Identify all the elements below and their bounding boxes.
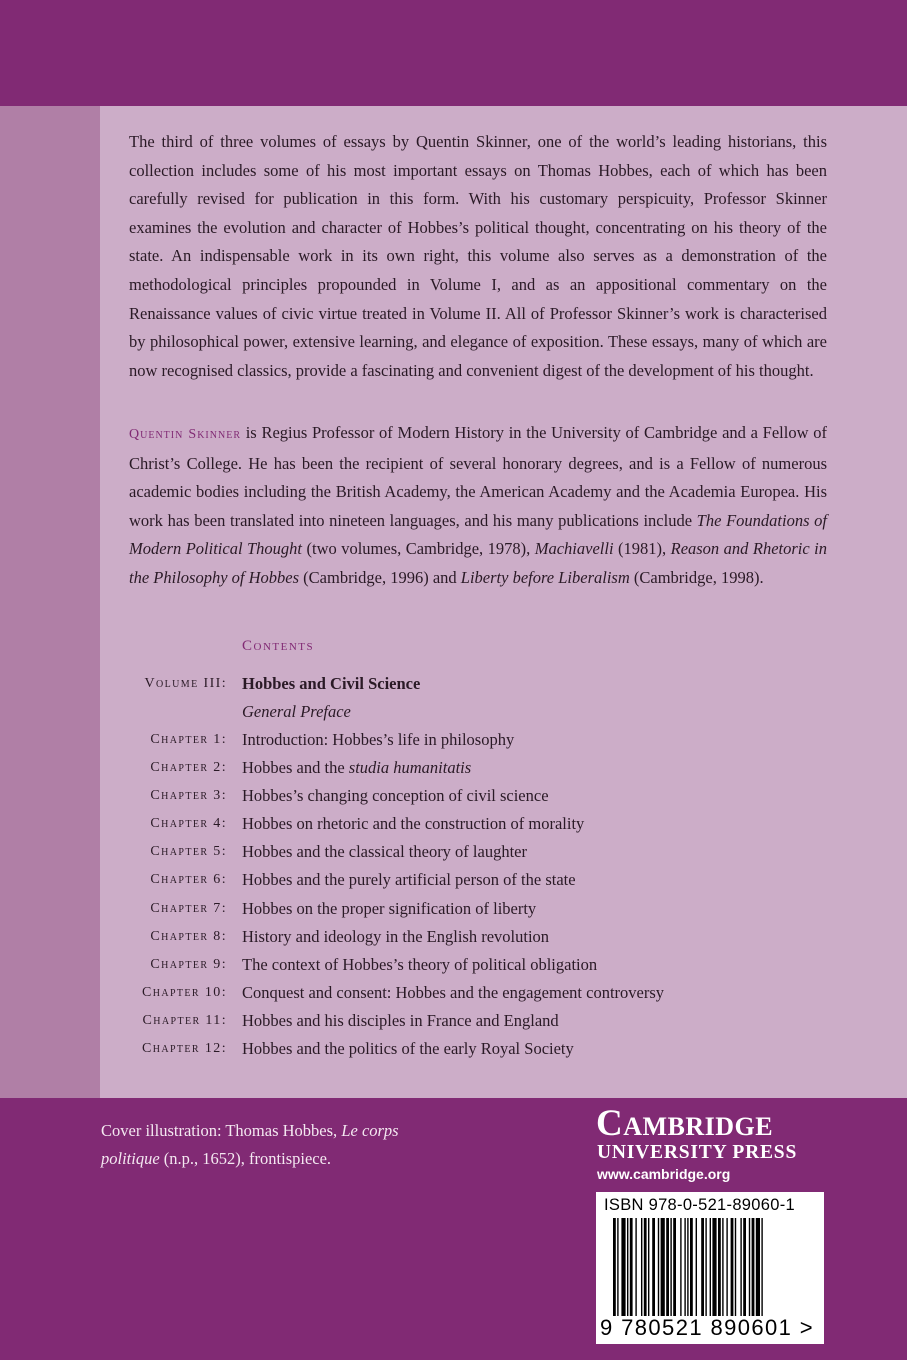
chapter-title: Hobbes and his disciples in France and England bbox=[242, 1011, 559, 1030]
toc-row bbox=[0, 838, 907, 866]
chapter-label: Chapter 5: bbox=[150, 844, 227, 859]
chapter-title: History and ideology in the English revolution bbox=[242, 927, 550, 946]
publisher-press: UNIVERSITY PRESS bbox=[597, 1142, 798, 1163]
chapter-title: Hobbes and the purely artificial person of the state bbox=[242, 870, 576, 889]
chapter-title: Hobbes’s changing conception of civil science bbox=[242, 786, 549, 805]
chapter-title: Hobbes and the studia humanitatis bbox=[242, 758, 472, 777]
author-name: Quentin Skinner bbox=[129, 427, 241, 442]
toc-row bbox=[0, 866, 907, 894]
volume-label: Volume III: bbox=[144, 676, 227, 691]
toc-row bbox=[0, 923, 907, 951]
toc-row bbox=[0, 895, 907, 923]
toc-row bbox=[0, 1035, 907, 1063]
chapter-label: Chapter 10: bbox=[141, 985, 227, 1000]
chapter-title: Hobbes and the politics of the early Royal Society bbox=[242, 1039, 574, 1058]
general-preface: General Preface bbox=[242, 702, 351, 721]
chapter-title: The context of Hobbes’s theory of political obligation bbox=[242, 955, 598, 974]
chapter-label: Chapter 12: bbox=[141, 1041, 227, 1056]
chapter-label: Chapter 9: bbox=[150, 957, 227, 972]
contents-heading: Contents bbox=[242, 638, 315, 654]
cover-credit: Cover illustration: Thomas Hobbes, Le corps politique (n.p., 1652), frontispiece. bbox=[101, 1121, 399, 1168]
author-bio: Quentin Skinner is Regius Professor of Modern History in the University of Cambridge and a Fellow of Christ’s College. He has been the recipient of several honorary degrees, and is a Fellow of numerous academic bodies including the British Academy, the American Academy and the Academia Europea. His work has been translated into nineteen languages, and his many publications include The Foundations of Modern Political Thought (two volumes, Cambridge, 1978), Machiavelli (1981), Reason and Rhetoric in the Philosophy of Hobbes (Cambridge, 1996) and Liberty before Liberalism (Cambridge, 1998). bbox=[129, 423, 827, 587]
toc-row bbox=[0, 782, 907, 810]
chapter-label: Chapter 8: bbox=[150, 929, 227, 944]
toc-row bbox=[0, 810, 907, 838]
toc-row bbox=[0, 979, 907, 1007]
publisher-name: Cambridge bbox=[596, 1103, 774, 1144]
chapter-title: Introduction: Hobbes’s life in philosophy bbox=[242, 730, 515, 749]
chapter-label: Chapter 7: bbox=[150, 901, 227, 916]
chapter-title: Hobbes and the classical theory of laughter bbox=[242, 842, 527, 861]
toc-preface-row bbox=[0, 698, 907, 726]
barcode-icon bbox=[613, 1218, 809, 1316]
chapter-label: Chapter 1: bbox=[150, 732, 227, 747]
toc-row bbox=[0, 951, 907, 979]
toc-volume-row bbox=[0, 670, 907, 698]
chapter-label: Chapter 11: bbox=[142, 1013, 227, 1028]
chapter-title: Hobbes on the proper signification of liberty bbox=[242, 899, 537, 918]
toc-row bbox=[0, 726, 907, 754]
toc-row bbox=[0, 1007, 907, 1035]
chapter-title: Conquest and consent: Hobbes and the engagement controversy bbox=[242, 983, 665, 1002]
publisher-url[interactable]: www.cambridge.org bbox=[597, 1166, 731, 1182]
book-blurb: The third of three volumes of essays by Quentin Skinner, one of the world’s leading historians, this collection includes some of his most important essays on Thomas Hobbes, each of which has been carefully revised for publication in this form. With his customary perspicuity, Professor Skinner examines the evolution and character of Hobbes’s political thought, concentrating on his theory of the state. An indispensable work in its own right, this volume also serves as a demonstration of the methodological principles propounded in Volume I, and as an appositional commentary on the Renaissance values of civic virtue treated in Volume II. All of Professor Skinner’s work is characterised by philosophical power, extensive learning, and elegance of exposition. These essays, many of which are now recognised classics, provide a fascinating and convenient digest of the development of his thought. bbox=[129, 132, 827, 380]
top-color-band bbox=[0, 0, 907, 106]
chapter-label: Chapter 2: bbox=[150, 760, 227, 775]
volume-title: Hobbes and Civil Science bbox=[242, 674, 421, 693]
isbn-text: ISBN 978-0-521-89060-1 bbox=[604, 1196, 795, 1214]
barcode-digits: 9 780521 890601 > bbox=[600, 1315, 815, 1340]
chapter-label: Chapter 6: bbox=[150, 872, 227, 887]
chapter-label: Chapter 3: bbox=[150, 788, 227, 803]
toc-row bbox=[0, 754, 907, 782]
chapter-label: Chapter 4: bbox=[150, 816, 227, 831]
chapter-title: Hobbes on rhetoric and the construction of morality bbox=[242, 814, 585, 833]
